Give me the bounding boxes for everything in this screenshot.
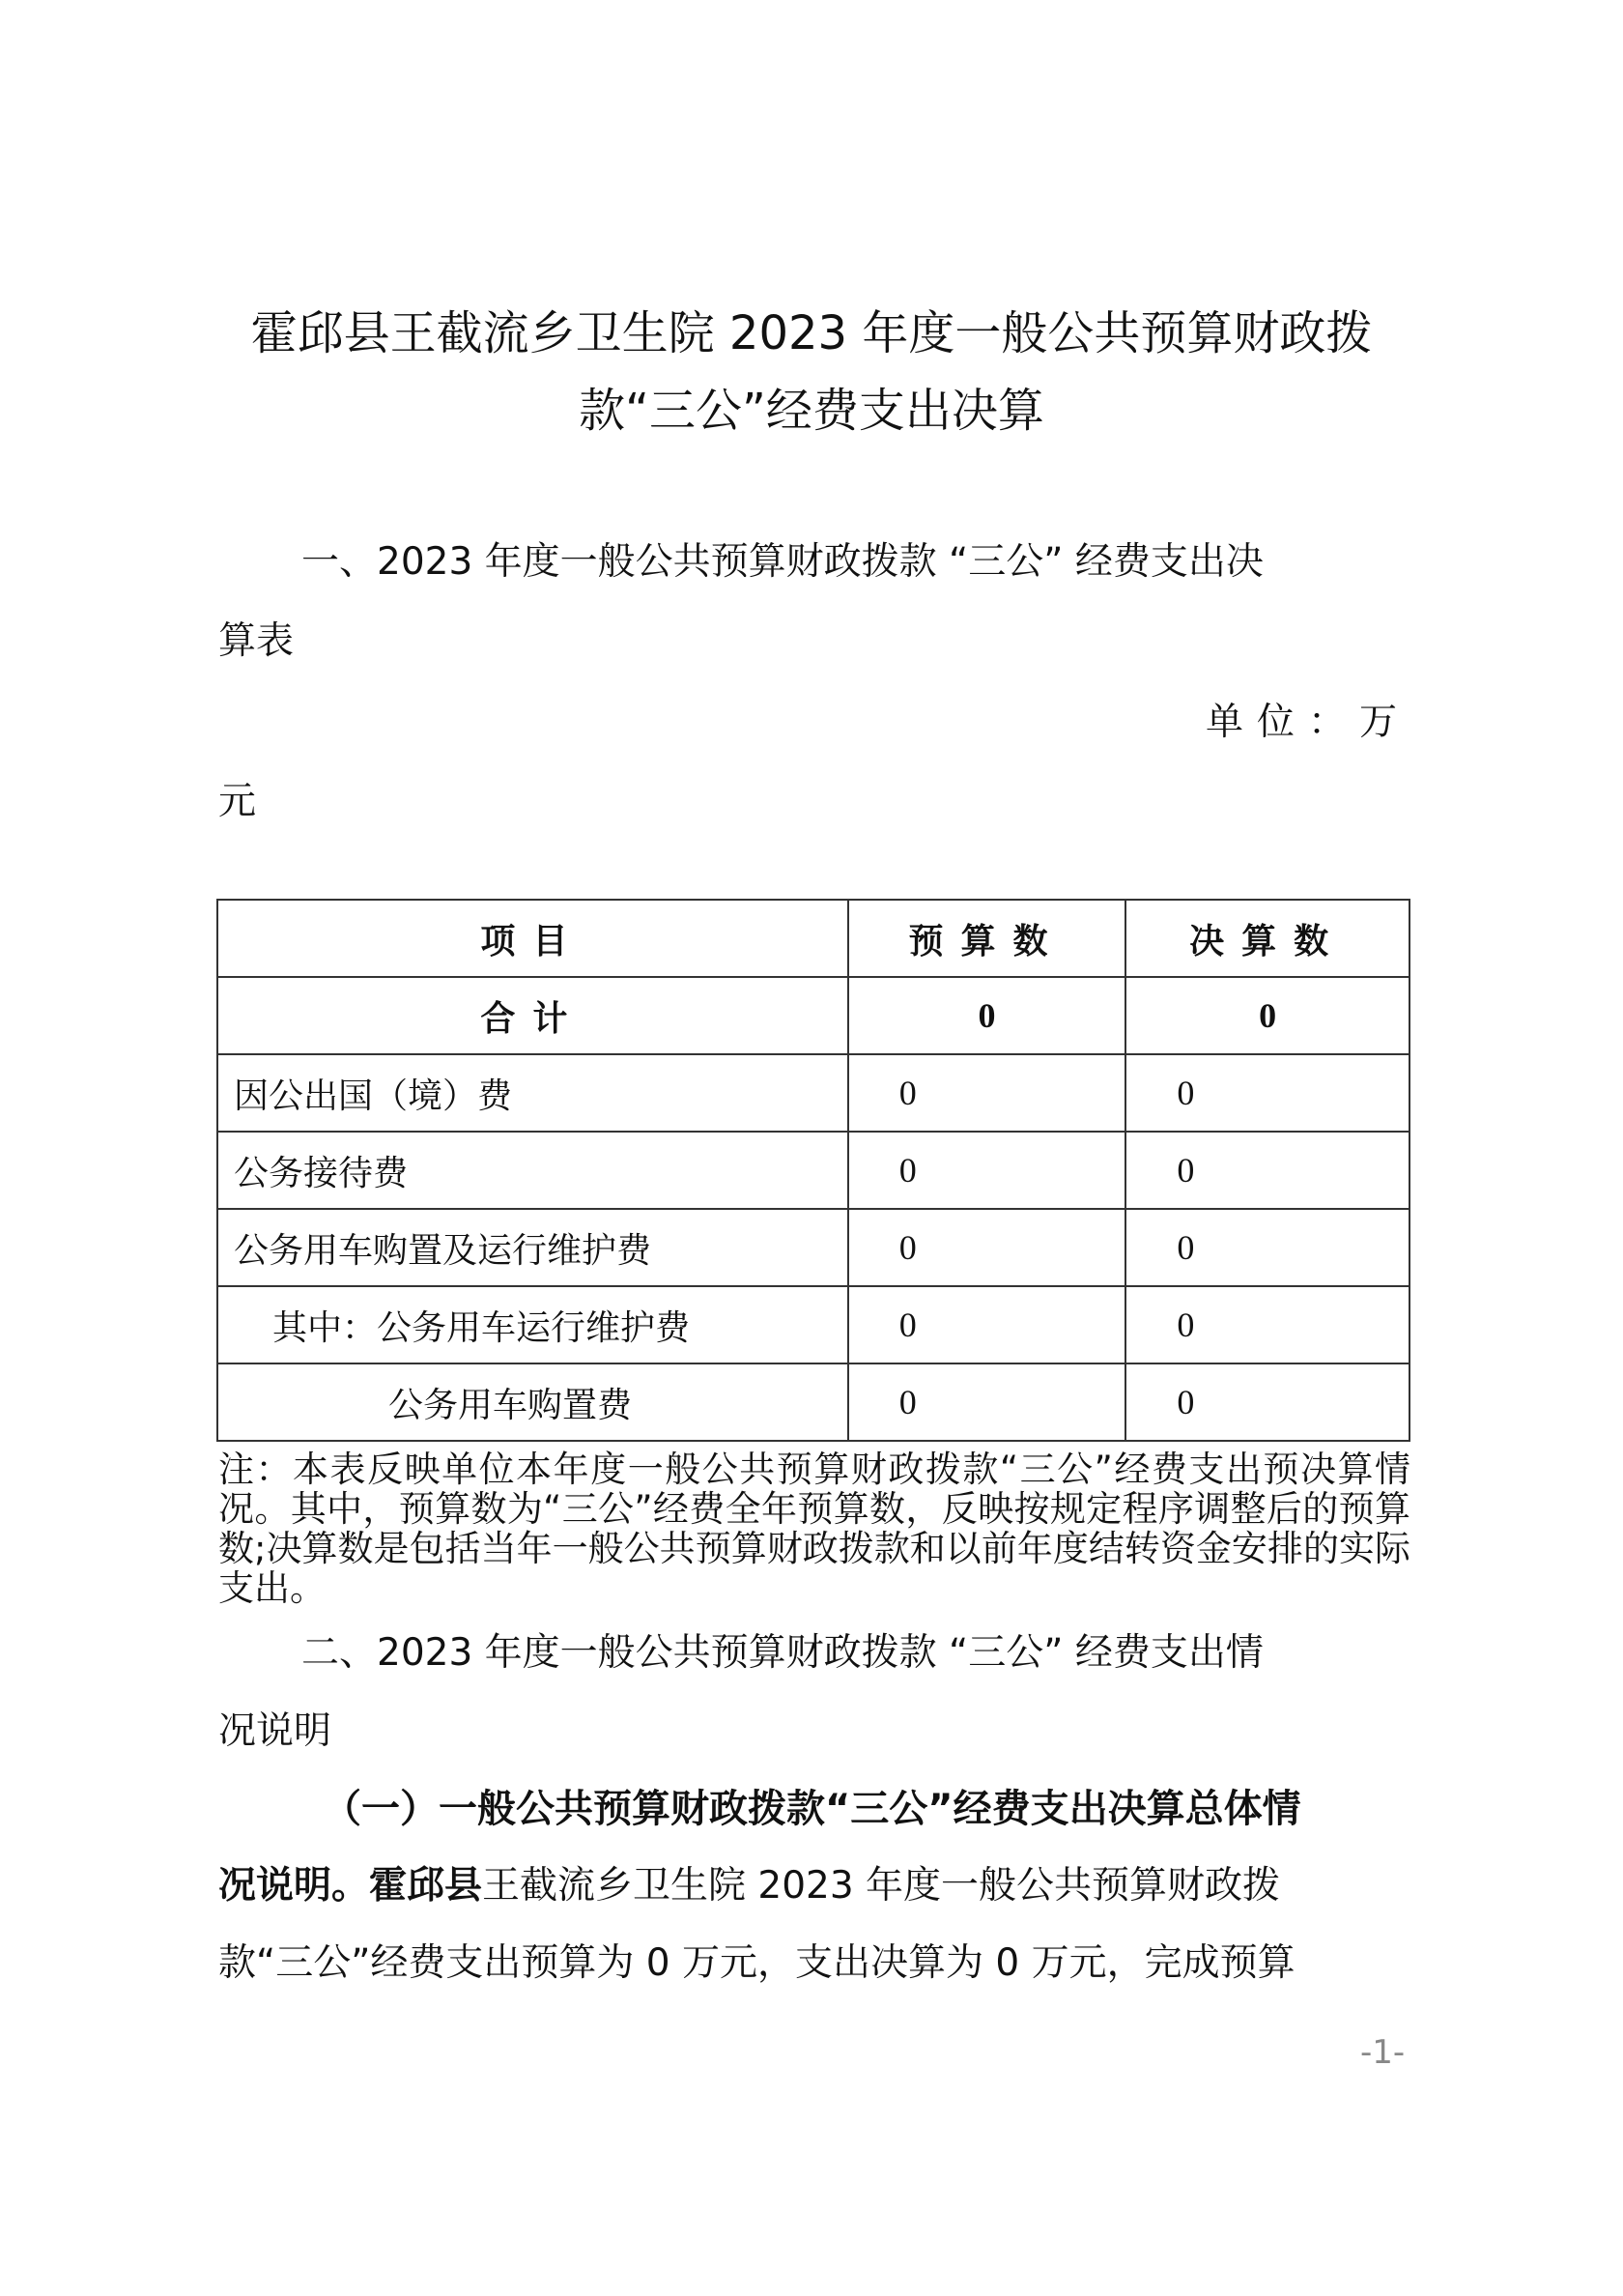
row-budget: 0 [848, 1054, 1126, 1132]
row-budget: 0 [848, 1132, 1126, 1209]
header-item: 项目 [217, 900, 848, 977]
row-final: 0 [1125, 1209, 1409, 1286]
section1-heading-cont: 算表 [218, 619, 295, 663]
total-final: 0 [1125, 977, 1409, 1054]
row-label: 因公出国（境）费 [217, 1054, 848, 1132]
table-header-row [217, 900, 1409, 977]
section1-heading: 一、2023 年度一般公共预算财政拨款 “三公” 经费支出决 [301, 540, 1264, 584]
section2-heading-cont: 况说明 [218, 1709, 332, 1753]
subsection1-body-line1 [218, 1863, 1280, 1909]
table-row [217, 1363, 1409, 1441]
row-label: 公务接待费 [217, 1132, 848, 1209]
subsection1-heading-end: 况说明。霍邱县 [218, 1864, 483, 1908]
row-budget: 0 [848, 1209, 1126, 1286]
section2-heading: 二、2023 年度一般公共预算财政拨款 “三公” 经费支出情 [301, 1631, 1264, 1675]
table-note: 注：本表反映单位本年度一般公共预算财政拨款“三公”经费支出预决算情况。其中，预算数为“三公”经费全年预算数，反映按规定程序调整后的预算数;决算数是包括当年一般公共预算财政拨款和以前年度结转资金安排的实际支出。 [218, 1449, 1410, 1609]
row-final: 0 [1125, 1054, 1409, 1132]
subsection1-body-line2: 款“三公”经费支出预算为 0 万元，支出决算为 0 万元，完成预算 [218, 1941, 1296, 1985]
row-budget: 0 [848, 1363, 1126, 1441]
row-label: 公务用车购置费 [217, 1363, 848, 1441]
unit-label-cont: 元 [218, 780, 257, 823]
table-row [217, 1209, 1409, 1286]
row-final: 0 [1125, 1286, 1409, 1363]
total-label: 合计 [217, 977, 848, 1054]
header-final: 决算数 [1125, 900, 1409, 977]
document-title-line2: 款“三公”经费支出决算 [579, 384, 1044, 438]
row-budget: 0 [848, 1286, 1126, 1363]
page-number: -1- [1360, 2033, 1406, 2072]
row-label: 公务用车购置及运行维护费 [217, 1209, 848, 1286]
header-budget: 预算数 [848, 900, 1126, 977]
unit-label: 单位：万 [1205, 701, 1410, 744]
document-title-line1: 霍邱县王截流乡卫生院 2023 年度一般公共预算财政拨 [250, 306, 1373, 360]
table-row [217, 1054, 1409, 1132]
table-row [217, 1132, 1409, 1209]
row-final: 0 [1125, 1132, 1409, 1209]
three-public-expenses-table [216, 899, 1410, 1442]
subsection1-heading: （一）一般公共预算财政拨款“三公”经费支出决算总体情 [323, 1787, 1301, 1831]
row-final: 0 [1125, 1363, 1409, 1441]
table-total-row [217, 977, 1409, 1054]
subsection1-body-text: 王截流乡卫生院 2023 年度一般公共预算财政拨 [482, 1864, 1281, 1908]
table-row [217, 1286, 1409, 1363]
row-label: 其中：公务用车运行维护费 [217, 1286, 848, 1363]
total-budget: 0 [848, 977, 1126, 1054]
